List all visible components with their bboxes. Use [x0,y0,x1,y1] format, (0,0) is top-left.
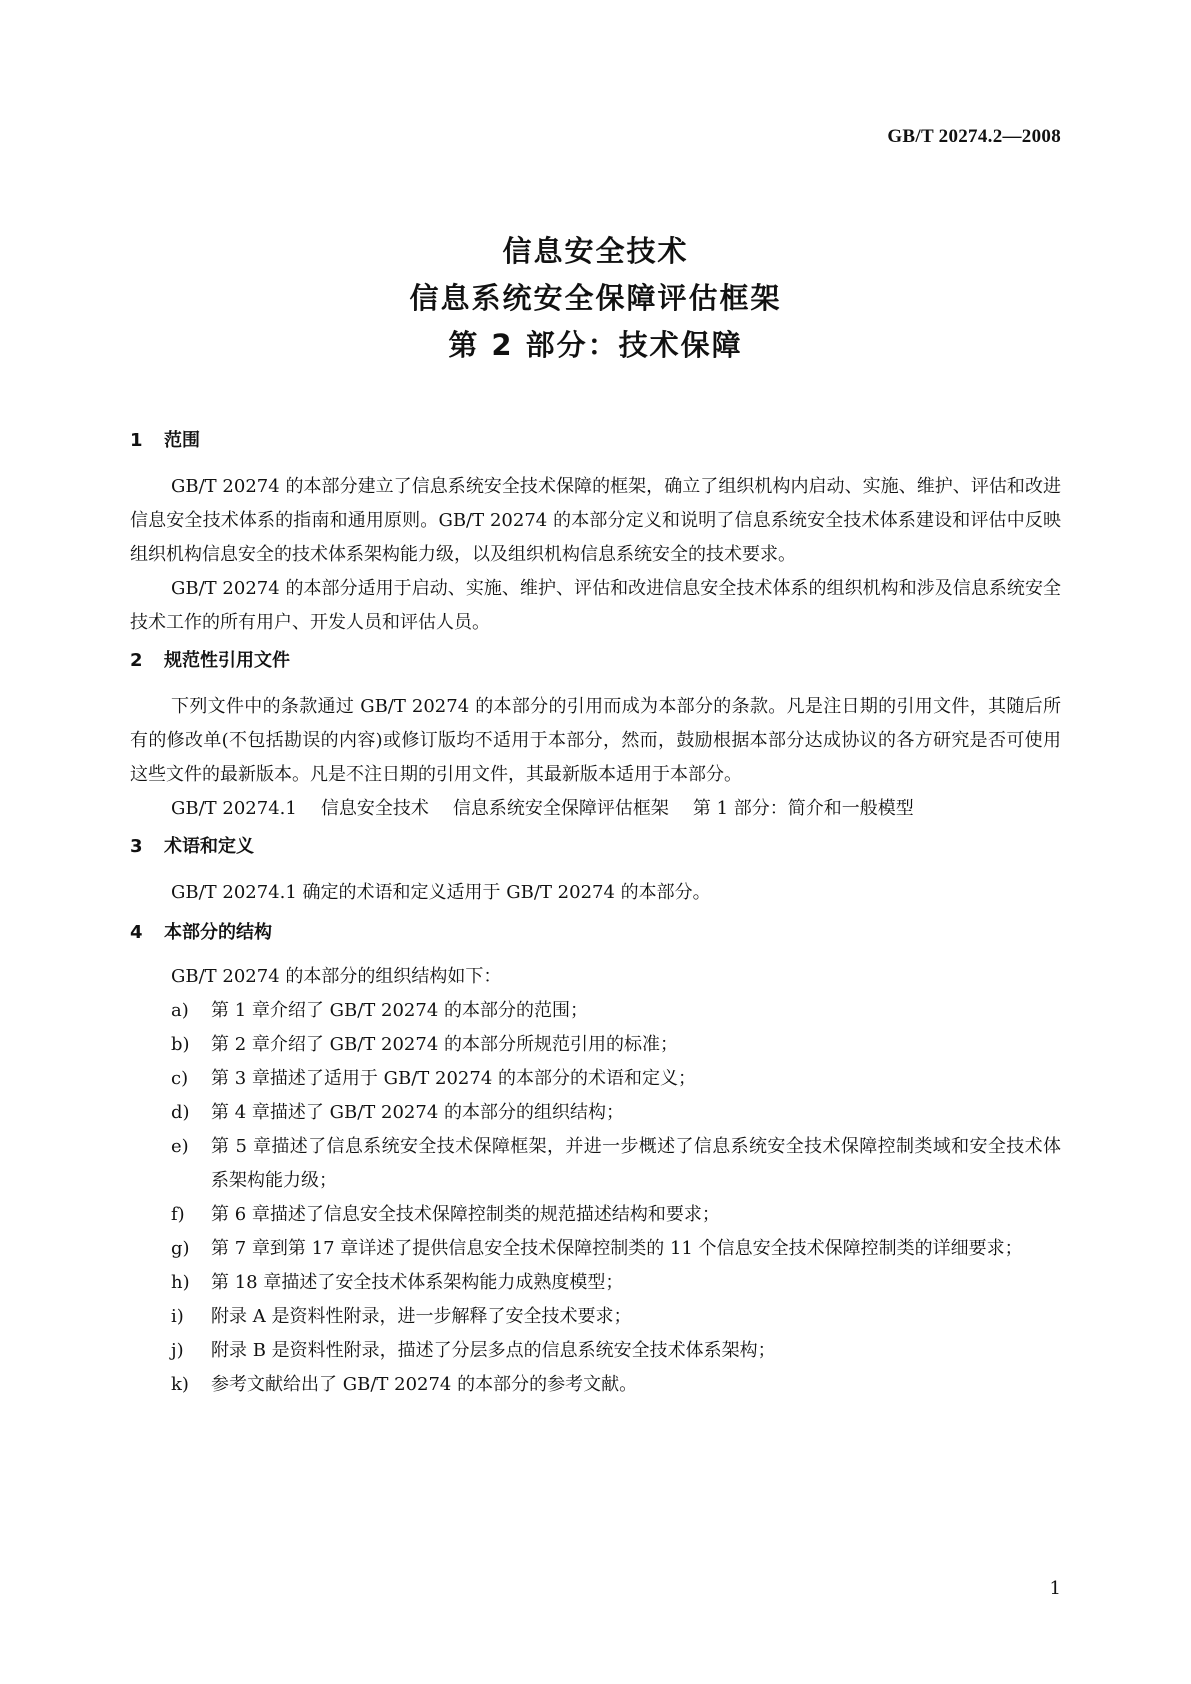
list-item [130,1368,1061,1402]
reference-entry [130,792,1061,826]
list-marker: a) [171,1000,189,1021]
list-item-text: 第 6 章描述了信息安全技术保障控制类的规范描述结构和要求； [211,1204,720,1225]
list-item [130,1198,1061,1232]
list-item [130,1300,1061,1334]
list-item [130,1130,1061,1198]
section-heading-scope [130,426,1061,456]
title-line-1: 信息安全技术 [502,234,689,268]
paragraph: GB/T 20274 的本部分建立了信息系统安全技术保障的框架，确立了组织机构内启动、实施、维护、评估和改进信息安全技术体系的指南和通用原则。GB/T 20274 的本部分定义和说明了信息系统安全技术体系建设和评估中反映组织机构信息安全的技术体系架构能力级，以及组织机构信息系统安全的技术要求。 [130,476,1061,565]
paragraph: 下列文件中的条款通过 GB/T 20274 的本部分的引用而成为本部分的条款。凡是注日期的引用文件，其随后所有的修改单(不包括勘误的内容)或修订版均不适用于本部分，然而，鼓励根据本部分达成协议的各方研究是否可使用这些文件的最新版本。凡是不注日期的引用文件，其最新版本适用于本部分。 [130,696,1061,785]
section-number: 2 [130,650,143,671]
standard-number: GB/T 20274.2—2008 [887,126,1061,147]
list-marker: f) [171,1204,185,1225]
list-item [130,1096,1061,1130]
list-item-text: 附录 B 是资料性附录，描述了分层多点的信息系统安全技术体系架构； [211,1340,776,1361]
list-item-text: 第 2 章介绍了 GB/T 20274 的本部分所规范引用的标准； [211,1034,678,1055]
section-title: 本部分的结构 [164,922,272,943]
section-number: 3 [130,836,143,857]
reference-title-part: 信息系统安全保障评估框架 [452,798,669,819]
list-marker: b) [171,1034,190,1055]
list-item-text: 第 1 章介绍了 GB/T 20274 的本部分的范围； [211,1000,588,1021]
list-item [130,1232,1061,1266]
title-line-3: 第 2 部分：技术保障 [448,328,743,362]
list-item [130,1334,1061,1368]
section-body-structure [130,960,1061,1402]
document-body [130,426,1061,1402]
list-item-text: 参考文献给出了 GB/T 20274 的本部分的参考文献。 [211,1374,638,1395]
section-title: 规范性引用文件 [164,650,290,671]
document-title [0,228,1191,369]
list-item-text: 第 4 章描述了 GB/T 20274 的本部分的组织结构； [211,1102,624,1123]
list-marker: e) [171,1136,189,1157]
reference-code: GB/T 20274.1 [171,798,297,819]
section-body-terms [130,876,1061,910]
paragraph: GB/T 20274 的本部分的组织结构如下： [171,966,502,987]
paragraph: GB/T 20274 的本部分适用于启动、实施、维护、评估和改进信息安全技术体系的组织机构和涉及信息系统安全技术工作的所有用户、开发人员和评估人员。 [130,578,1061,633]
list-marker: h) [171,1272,190,1293]
list-marker: k) [171,1374,189,1395]
list-item-text: 第 7 章到第 17 章详述了提供信息安全技术保障控制类的 11 个信息安全技术保障控制类的详细要求； [211,1238,1023,1259]
section-heading-normative-references [130,646,1061,676]
page-number: 1 [1049,1578,1061,1599]
list-item [130,994,1061,1028]
list-item [130,1266,1061,1300]
list-item [130,1062,1061,1096]
list-marker: i) [171,1306,184,1327]
list-item-text: 第 5 章描述了信息系统安全技术保障框架，并进一步概述了信息系统安全技术保障控制类域和安全技术体系架构能力级； [211,1136,1061,1191]
section-title: 范围 [164,430,200,451]
section-number: 1 [130,430,143,451]
structure-list [130,994,1061,1402]
section-number: 4 [130,922,143,943]
list-item [130,1028,1061,1062]
list-item-text: 第 18 章描述了安全技术体系架构能力成熟度模型； [211,1272,624,1293]
list-item-text: 附录 A 是资料性附录，进一步解释了安全技术要求； [211,1306,632,1327]
reference-title-part: 信息安全技术 [320,798,429,819]
list-marker: d) [171,1102,190,1123]
reference-title-part: 第 1 部分：简介和一般模型 [692,798,914,819]
section-heading-terms [130,832,1061,862]
list-marker: g) [171,1238,190,1259]
section-body-normative-references [130,690,1061,826]
list-marker: c) [171,1068,189,1089]
section-heading-structure [130,918,1061,948]
title-line-2: 信息系统安全保障评估框架 [409,281,782,315]
paragraph: GB/T 20274.1 确定的术语和定义适用于 GB/T 20274 的本部分。 [171,882,711,903]
list-item-text: 第 3 章描述了适用于 GB/T 20274 的本部分的术语和定义； [211,1068,696,1089]
section-body-scope [130,470,1061,640]
section-title: 术语和定义 [164,836,254,857]
list-marker: j) [171,1340,184,1361]
